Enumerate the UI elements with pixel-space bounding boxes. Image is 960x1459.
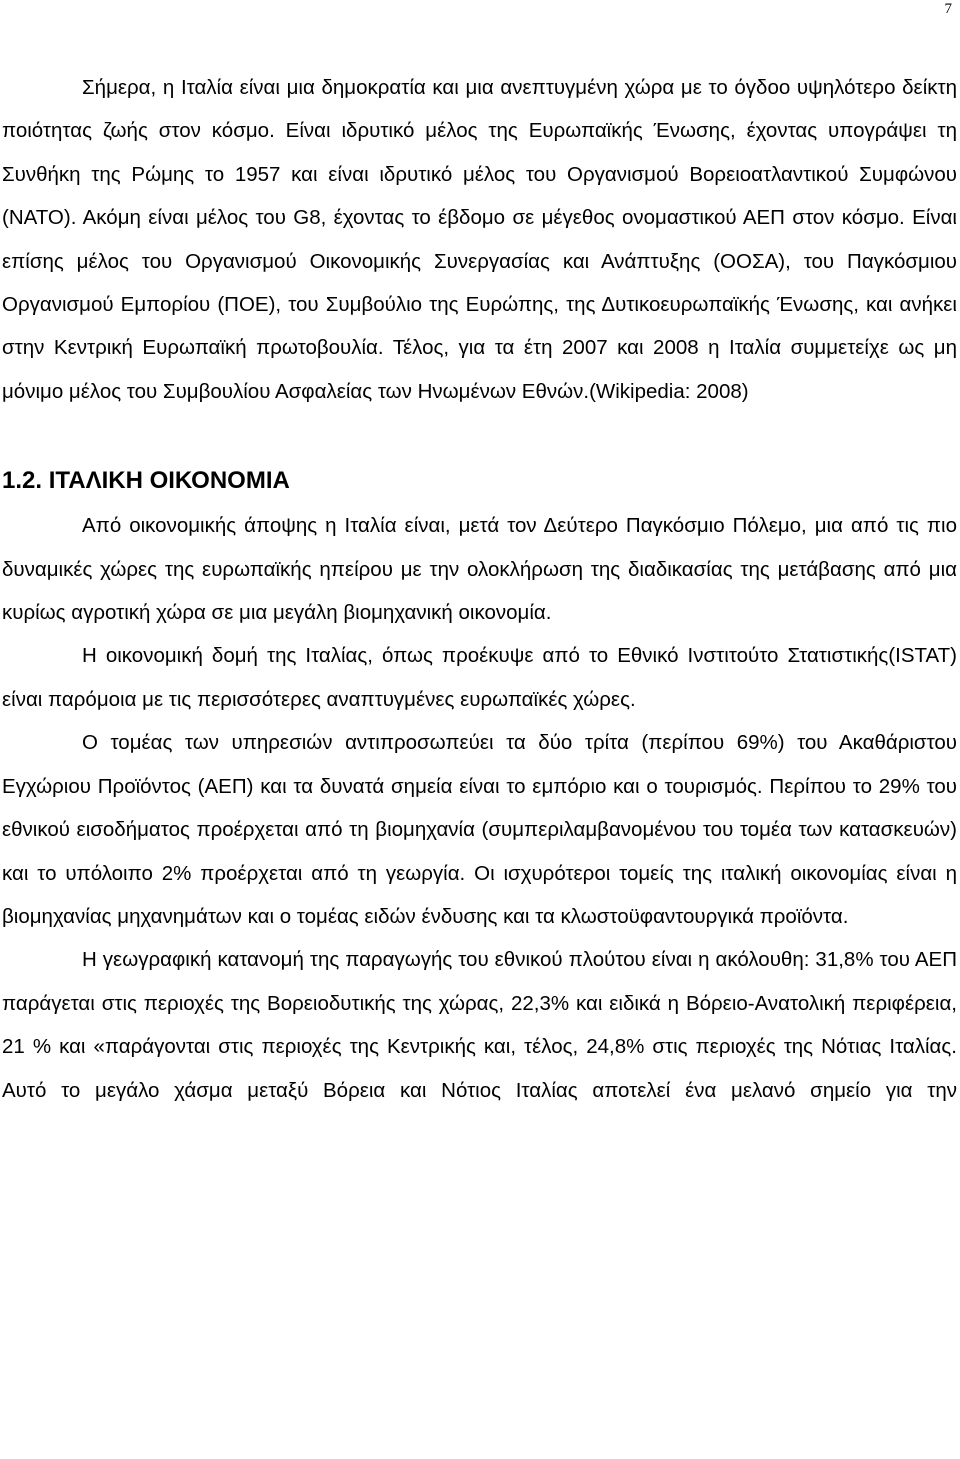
paragraph-economic-structure: Η οικονομική δομή της Ιταλίας, όπως προέκυψε από το Εθνικό Ινστιτούτο Στατιστικής(ISTAT) είναι παρόμοια με τις περισσότερες αναπτυγμένες ευρωπαϊκές χώρες.	[2, 644, 957, 711]
paragraph-geographic-distribution: Η γεωγραφική κατανομή της παραγωγής του εθνικού πλούτου είναι η ακόλουθη: 31,8% του ΑΕΠ παράγεται στις περιοχές της Βορειοδυτικής της χώρας, 22,3% και ειδικά η Βόρειο-Ανατολική περιφέρεια, 21 % και «παράγονται στις περιοχές της Κεντρικής και, τέλος, 24,8% στις περιοχές της Νότιας Ιταλίας. Αυτό το μεγάλο χάσμα μεταξύ Βόρεια και Νότιος Ιταλίας αποτελεί ένα μελανό σημείο για την	[2, 948, 957, 1102]
paragraph-spacer	[2, 413, 957, 456]
paragraph-sectors: Ο τομέας των υπηρεσιών αντιπροσωπεύει τα δύο τρίτα (περίπου 69%) του Ακαθάριστου Εγχώριου Προϊόντος (ΑΕΠ) και τα δυνατά σημεία είναι το εμπόριο και ο τουρισμός. Περίπου το 29% του εθνικού εισοδήματος προέρχεται από τη βιομηχανία (συμπεριλαμβανομένου του τομέα των κατασκευών) και το υπόλοιπο 2% προέρχεται από τη γεωργία. Οι ισχυρότεροι τομείς της ιταλική οικονομίας είναι η βιομηχανίας μηχανημάτων και ο τομέας ειδών ένδυσης και τα κλωστοϋφαντουργικά προϊόντα.	[2, 731, 957, 928]
page-number: 7	[944, 1, 952, 17]
paragraph-economy-history: Από οικονομικής άποψης η Ιταλία είναι, μετά τον Δεύτερο Παγκόσμιο Πόλεμο, μια από τις πιο δυναμικές χώρες της ευρωπαϊκής ηπείρου με την ολοκλήρωση της διαδικασίας της μετάβασης από μια κυρίως αγροτική χώρα σε μια μεγάλη βιομηχανική οικονομία.	[2, 514, 957, 625]
paragraph-italy-overview: Σήμερα, η Ιταλία είναι μια δημοκρατία και μια ανεπτυγμένη χώρα με το όγδοο υψηλότερο δείκτη ποιότητας ζωής στον κόσμο. Είναι ιδρυτικό μέλος της Ευρωπαϊκής Ένωσης, έχοντας υπογράψει τη Συνθήκη της Ρώμης το 1957 και είναι ιδρυτικό μέλος του Οργανισμού Βορειοατλαντικού Συμφώνου (ΝΑΤΟ). Ακόμη είναι μέλος του G8, έχοντας το έβδομο σε μέγεθος ονομαστικού ΑΕΠ στον κόσμο. Είναι επίσης μέλος του Οργανισμού Οικονομικής Συνεργασίας και Ανάπτυξης (ΟΟΣΑ), του Παγκόσμιου Οργανισμού Εμπορίου (ΠΟΕ), του Συμβούλιο της Ευρώπης, της Δυτικοευρωπαϊκής Ένωσης, και ανήκει στην Κεντρική Ευρωπαϊκή πρωτοβουλία. Τέλος, για τα έτη 2007 και 2008 η Ιταλία συμμετείχε ως μη μόνιμο μέλος του Συμβουλίου Ασφαλείας των Ηνωμένων Εθνών.(Wikipedia: 2008)	[2, 76, 957, 403]
section-heading: 1.2. ΙΤΑΛΙΚΗ ΟΙΚΟΝΟΜΙΑ	[2, 467, 290, 495]
document-body	[2, 66, 957, 1112]
